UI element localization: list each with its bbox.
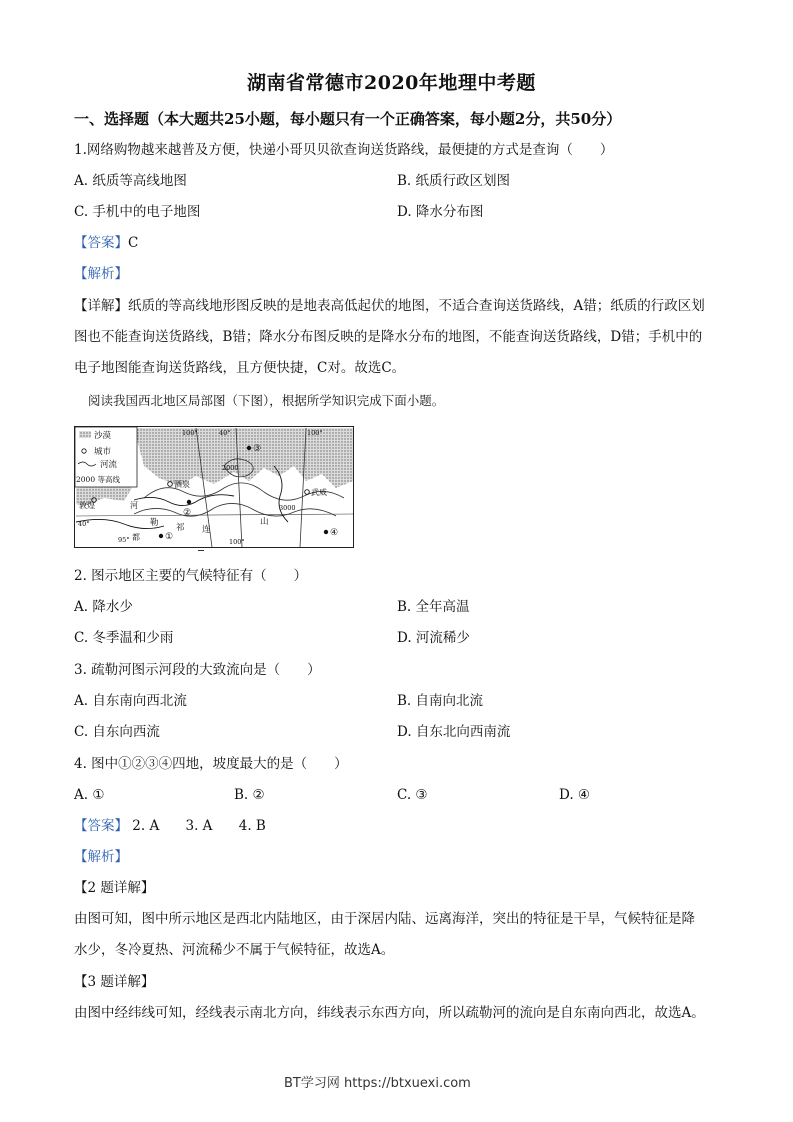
q1-detail-line-3: 电子地图能查询送货路线，且方便快捷，C对。故选C。	[74, 360, 406, 376]
detail-3-line-1: 由图中经纬线可知，经线表示南北方向，纬线表示东西方向，所以疏勒河的流向是自东南向西北，故选A。	[74, 1005, 705, 1021]
detail-3-tag: 【3 题详解】	[74, 974, 155, 990]
contour-value: 2000	[222, 464, 239, 472]
q2-option-b: B. 全年高温	[397, 599, 470, 615]
q4-option-d: D. ④	[559, 787, 591, 803]
question-2: 2. 图示地区主要的气候特征有（ ）	[74, 568, 308, 584]
question-3: 3. 疏勒河图示河段的大致流向是（ ）	[74, 662, 321, 678]
page-title: 湖南省常德市2020年地理中考题	[247, 72, 536, 94]
q1-option-b: B. 纸质行政区划图	[397, 173, 511, 189]
detail-text: 纸质的等高线地形图反映的是地表高低起伏的地图，不适合查询送货路线，A错；纸质的行政区划	[128, 298, 705, 314]
detail-2-line-1: 由图可知，图中所示地区是西北内陆地区，由于深居内陆、远离海洋，突出的特征是干旱，气候特征是降	[74, 911, 695, 927]
range-label: 山	[260, 517, 269, 527]
northwest-china-map	[74, 426, 354, 548]
q1-detail-line-1	[74, 296, 705, 316]
question-1: 1.网络购物越来越普及方便，快递小哥贝贝欲查询送货路线，最便捷的方式是查询（ ）	[74, 142, 614, 158]
place-label: 都	[132, 533, 140, 542]
city-label-wuwei: 武威	[311, 488, 327, 497]
answer-tag: 【答案】	[74, 818, 128, 834]
q1-option-d: D. 降水分布图	[397, 204, 484, 220]
q3-option-a: A. 自东南向西北流	[74, 693, 187, 709]
detail-tag: 【详解】	[74, 298, 128, 314]
answers-2-4	[74, 816, 266, 836]
q1-detail-line-2: 图也不能查询送货路线，B错；降水分布图反映的是降水分布的地图，不能查询送货路线，D错；手机中的	[74, 329, 703, 345]
question-4: 4. 图中①②③④四地，坡度最大的是（ ）	[74, 756, 348, 772]
q1-option-a: A. 纸质等高线地图	[74, 173, 187, 189]
legend-city: 城市	[94, 447, 112, 457]
detail-2-tag: 【2 题详解】	[74, 880, 155, 896]
q3-option-c: C. 自东向西流	[74, 724, 160, 740]
q1-option-c: C. 手机中的电子地图	[74, 204, 201, 220]
lon-label: 100°	[307, 429, 323, 437]
detail-2-line-2: 水少，冬冷夏热、河流稀少不属于气候特征，故选A。	[74, 942, 395, 958]
point-2-label: ②	[183, 508, 192, 518]
point-4-dot	[324, 530, 328, 534]
contour-value: 3000	[279, 504, 296, 512]
answer-tag: 【答案】	[74, 235, 128, 251]
lon-label: 100°	[182, 429, 198, 437]
q4-option-c: C. ③	[397, 787, 428, 803]
city-label-dunhuang: 敦煌	[79, 501, 95, 510]
q4-option-a: A. ①	[74, 787, 105, 803]
city-label-jiuquan: 酒泉	[174, 480, 190, 489]
q1-answer	[74, 233, 138, 253]
river-label: 河	[130, 501, 138, 510]
point-1-label: ①	[165, 532, 174, 542]
lon-label: 100°	[229, 538, 245, 546]
q4-option-b: B. ②	[234, 787, 265, 803]
figure-tick	[198, 550, 204, 551]
lon-label: 40°	[219, 429, 231, 437]
legend-desert: 沙漠	[94, 431, 112, 441]
range-label: 祁	[176, 523, 185, 533]
q3-option-d: D. 自东北向西南流	[397, 724, 511, 740]
point-4-label: ④	[330, 528, 339, 538]
lon-label: 95°	[118, 536, 130, 544]
q1-analysis-tag: 【解析】	[74, 266, 128, 282]
point-3-dot	[247, 446, 251, 450]
q2-option-d: D. 河流稀少	[397, 630, 470, 646]
point-3-label: ③	[253, 444, 262, 454]
answer-4: 4. B	[238, 818, 266, 834]
range-label: 勒	[150, 518, 159, 528]
answer-3: 3. A	[185, 818, 213, 834]
legend-river: 河流	[100, 460, 118, 470]
lat-label: 40°	[78, 520, 90, 528]
section-heading: 一、选择题（本大题共25小题，每小题只有一个正确答案，每小题2分，共50分）	[74, 110, 622, 128]
q2-option-c: C. 冬季温和少雨	[74, 630, 174, 646]
q3-option-b: B. 自南向北流	[397, 693, 484, 709]
range-label: 连	[202, 525, 211, 535]
legend-contour: 2000 等高线	[76, 475, 120, 484]
point-2-dot	[187, 500, 191, 504]
analysis-tag: 【解析】	[74, 849, 128, 865]
reading-instruction: 阅读我国西北地区局部图（下图），根据所学知识完成下面小题。	[88, 393, 445, 408]
answer-value: C	[128, 235, 139, 251]
answer-2: 2. A	[132, 818, 160, 834]
page-footer: BT学习网 https://btxuexi.com	[284, 1076, 471, 1091]
q2-option-a: A. 降水少	[74, 599, 133, 615]
point-1-dot	[159, 534, 163, 538]
